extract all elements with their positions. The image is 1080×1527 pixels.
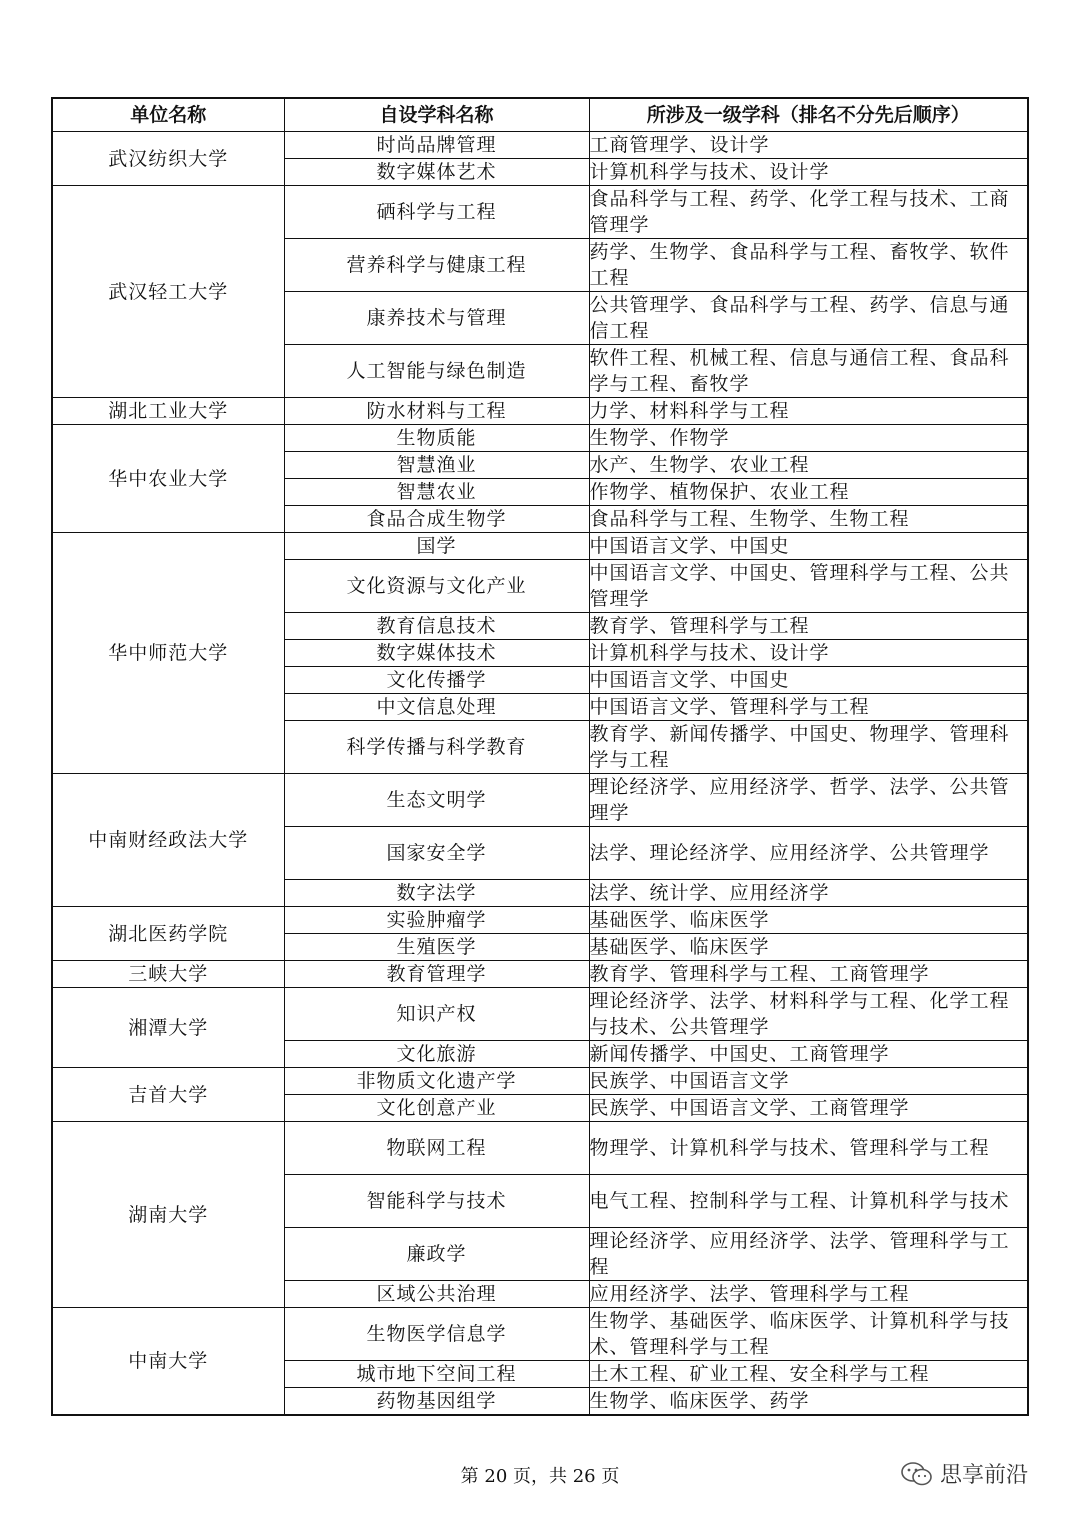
disciplines: 土木工程、矿业工程、安全科学与工程: [589, 1361, 1028, 1388]
disciplines: 应用经济学、法学、管理科学与工程: [589, 1281, 1028, 1308]
subject-name: 时尚品牌管理: [284, 132, 589, 159]
subject-name: 数字媒体技术: [284, 640, 589, 667]
subject-name: 数字媒体艺术: [284, 159, 589, 186]
subject-name: 防水材料与工程: [284, 398, 589, 425]
table-row: [52, 1068, 1028, 1095]
watermark-text: 思享前沿: [940, 1463, 1029, 1488]
disciplines: 中国语言文学、中国史: [589, 533, 1028, 560]
disciplines: 作物学、植物保护、农业工程: [589, 479, 1028, 506]
subject-name: 生物质能: [284, 425, 589, 452]
disciplines: 生物学、基础医学、临床医学、计算机科学与技术、管理科学与工程: [589, 1308, 1028, 1361]
header-disciplines: 所涉及一级学科（排名不分先后顺序）: [589, 98, 1028, 132]
disciplines: 生物学、作物学: [589, 425, 1028, 452]
table-row: [52, 1308, 1028, 1361]
disciplines: 民族学、中国语言文学、工商管理学: [589, 1095, 1028, 1122]
subject-name: 营养科学与健康工程: [284, 239, 589, 292]
disciplines: 公共管理学、食品科学与工程、药学、信息与通信工程: [589, 292, 1028, 345]
subject-name: 城市地下空间工程: [284, 1361, 589, 1388]
disciplines: 教育学、管理科学与工程: [589, 613, 1028, 640]
subject-name: 非物质文化遗产学: [284, 1068, 589, 1095]
table-row: [52, 1122, 1028, 1175]
subject-name: 数字法学: [284, 880, 589, 907]
subject-name: 文化资源与文化产业: [284, 560, 589, 613]
subject-name: 人工智能与绿色制造: [284, 345, 589, 398]
table-row: [52, 988, 1028, 1041]
disciplines: 理论经济学、法学、材料科学与工程、化学工程与技术、公共管理学: [589, 988, 1028, 1041]
disciplines: 法学、统计学、应用经济学: [589, 880, 1028, 907]
table-row: [52, 425, 1028, 452]
subject-name: 知识产权: [284, 988, 589, 1041]
subject-name: 康养技术与管理: [284, 292, 589, 345]
disciplines: 计算机科学与技术、设计学: [589, 640, 1028, 667]
subject-name: 文化传播学: [284, 667, 589, 694]
disciplines: 水产、生物学、农业工程: [589, 452, 1028, 479]
subject-name: 区域公共治理: [284, 1281, 589, 1308]
disciplines: 软件工程、机械工程、信息与通信工程、食品科学与工程、畜牧学: [589, 345, 1028, 398]
subject-table: [51, 97, 1029, 1416]
disciplines: 电气工程、控制科学与工程、计算机科学与技术: [589, 1175, 1028, 1228]
table-header-row: [52, 98, 1028, 132]
subject-name: 智慧农业: [284, 479, 589, 506]
disciplines: 力学、材料科学与工程: [589, 398, 1028, 425]
subject-name: 硒科学与工程: [284, 186, 589, 239]
disciplines: 民族学、中国语言文学: [589, 1068, 1028, 1095]
subject-name: 智能科学与技术: [284, 1175, 589, 1228]
watermark: [900, 1458, 1028, 1489]
unit-name: 湖南大学: [52, 1122, 284, 1308]
subject-name: 生殖医学: [284, 934, 589, 961]
subject-name: 廉政学: [284, 1228, 589, 1281]
unit-name: 武汉纺织大学: [52, 132, 284, 186]
subject-name: 国家安全学: [284, 827, 589, 880]
subject-name: 文化旅游: [284, 1041, 589, 1068]
table-row: [52, 398, 1028, 425]
subject-name: 物联网工程: [284, 1122, 589, 1175]
unit-name: 湖北医药学院: [52, 907, 284, 961]
table-row: [52, 961, 1028, 988]
table-row: [52, 132, 1028, 159]
header-unit: 单位名称: [52, 98, 284, 132]
disciplines: 教育学、管理科学与工程、工商管理学: [589, 961, 1028, 988]
subject-name: 智慧渔业: [284, 452, 589, 479]
page-number: 第 20 页，共 26 页: [460, 1466, 620, 1487]
disciplines: 法学、理论经济学、应用经济学、公共管理学: [589, 827, 1028, 880]
table-row: [52, 186, 1028, 239]
disciplines: 计算机科学与技术、设计学: [589, 159, 1028, 186]
disciplines: 基础医学、临床医学: [589, 907, 1028, 934]
unit-name: 湖北工业大学: [52, 398, 284, 425]
unit-name: 湘潭大学: [52, 988, 284, 1068]
disciplines: 理论经济学、应用经济学、哲学、法学、公共管理学: [589, 774, 1028, 827]
subject-name: 药物基因组学: [284, 1388, 589, 1416]
disciplines: 教育学、新闻传播学、中国史、物理学、管理科学与工程: [589, 721, 1028, 774]
unit-name: 中南财经政法大学: [52, 774, 284, 907]
header-subject: 自设学科名称: [284, 98, 589, 132]
disciplines: 工商管理学、设计学: [589, 132, 1028, 159]
subject-name: 食品合成生物学: [284, 506, 589, 533]
subject-name: 生态文明学: [284, 774, 589, 827]
table-row: [52, 907, 1028, 934]
disciplines: 基础医学、临床医学: [589, 934, 1028, 961]
disciplines: 食品科学与工程、生物学、生物工程: [589, 506, 1028, 533]
disciplines: 中国语言文学、管理科学与工程: [589, 694, 1028, 721]
subject-name: 生物医学信息学: [284, 1308, 589, 1361]
table-row: [52, 774, 1028, 827]
unit-name: 三峡大学: [52, 961, 284, 988]
subject-name: 文化创意产业: [284, 1095, 589, 1122]
wechat-icon: [900, 1460, 934, 1488]
subject-name: 科学传播与科学教育: [284, 721, 589, 774]
unit-name: 华中农业大学: [52, 425, 284, 533]
disciplines: 中国语言文学、中国史: [589, 667, 1028, 694]
unit-name: 吉首大学: [52, 1068, 284, 1122]
subject-name: 中文信息处理: [284, 694, 589, 721]
table-row: [52, 533, 1028, 560]
disciplines: 药学、生物学、食品科学与工程、畜牧学、软件工程: [589, 239, 1028, 292]
subject-name: 实验肿瘤学: [284, 907, 589, 934]
disciplines: 新闻传播学、中国史、工商管理学: [589, 1041, 1028, 1068]
disciplines: 理论经济学、应用经济学、法学、管理科学与工程: [589, 1228, 1028, 1281]
disciplines: 食品科学与工程、药学、化学工程与技术、工商管理学: [589, 186, 1028, 239]
disciplines: 生物学、临床医学、药学: [589, 1388, 1028, 1416]
disciplines: 物理学、计算机科学与技术、管理科学与工程: [589, 1122, 1028, 1175]
unit-name: 武汉轻工大学: [52, 186, 284, 398]
subject-name: 教育管理学: [284, 961, 589, 988]
subject-name: 国学: [284, 533, 589, 560]
unit-name: 中南大学: [52, 1308, 284, 1416]
unit-name: 华中师范大学: [52, 533, 284, 774]
subject-name: 教育信息技术: [284, 613, 589, 640]
disciplines: 中国语言文学、中国史、管理科学与工程、公共管理学: [589, 560, 1028, 613]
